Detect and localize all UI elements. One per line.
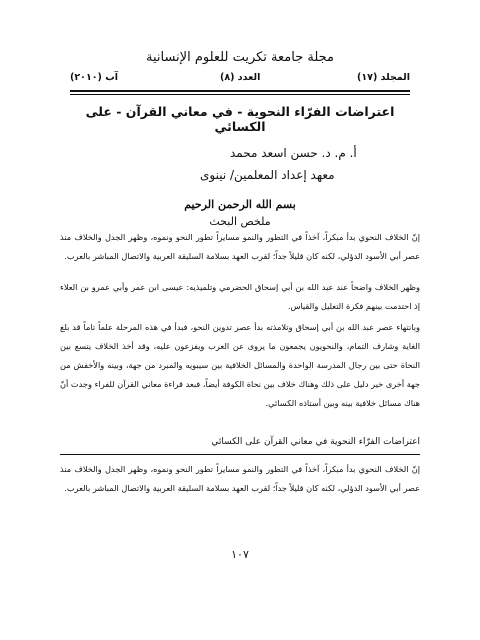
issue-number: العدد (٨) — [220, 72, 261, 83]
volume-number: المجلد (١٧) — [356, 72, 410, 83]
abstract-heading: ملخص البحث — [209, 215, 271, 228]
abstract-paragraph-3: وبانتهاء عصر عبد الله بن أبي إسحاق وتلامذته بدأ عصر تدوين النحو، فبدأ في هذه المرحلة علماً تاماً قد بلغ الغاية وشارف التمام، والنحويون يجمعون ما يروى عن العرب ويفزعون عليه، وقد أخذ الخلاف يتسع بين النحاة حتى بين رجال المدرسة الواحدة والمسائل الخلافية بين سيبويه والمبرد من جهة، وبينه والأخفش من جهة أخرى خير دليل على ذلك وهناك خلاف بين نحاة الكوفة أيضاً، فبعد قراءة معاني القرآن للفراء وجدت أنّ هناك مسائل خلافية بينه وبين أستاذه الكسائي. — [60, 322, 420, 408]
author-affiliation: معهد إعداد المعلمين/ نينوى — [200, 168, 335, 182]
issue-info — [70, 72, 410, 88]
header-rule-thick — [70, 90, 410, 92]
abstract-paragraph-1: إنّ الخلاف النحوي بدأ مبكراً، آخذاً في التطور والنمو مسايراً تطور النحو ونموه، وظهر الجدل والخلاف منذ عصر أبي الأسود الدؤلي، لكنه كان قليلاً جداً؛ لقرب العهد بسلامة السليقة العربية والاتصال المباشر بالعرب. — [60, 232, 420, 261]
issue-date: آب (٢٠١٠) — [70, 72, 118, 83]
header-rule-thin — [70, 94, 410, 95]
section-heading: اعتراضات الفرّاء النحوية في معاني القرآن على الكسائي — [211, 437, 420, 447]
section-rule — [60, 454, 420, 455]
page-number: ١٠٧ — [231, 548, 249, 561]
author-name: أ. م. د. حسن اسعد محمد — [230, 146, 357, 160]
section-paragraph: إنّ الخلاف النحوي بدأ مبكراً، آخذاً في التطور والنمو مسايراً تطور النحو ونموه، وظهر الجدل والخلاف منذ عصر أبي الأسود الدؤلي، لكنه كان قليلاً جداً؛ لقرب العهد بسلامة السليقة العربية والاتصال المباشر بالعرب. — [60, 464, 420, 493]
article-title: اعتراضات الفرّاء النحوية - في معاني القرآن - على الكسائي — [85, 104, 395, 134]
abstract-paragraph-2: وظهر الخلاف واضحاً عند عبد الله بن أبي إسحاق الحضرمي وتلميذيه: عيسى ابن عمر وأبي عمرو بن العلاء إذ احتدمت بينهم فكرة التعليل والقياس. — [60, 282, 420, 311]
journal-title: مجلة جامعة تكريت للعلوم الإنسانية — [145, 50, 335, 65]
basmala: بسم الله الرحمن الرحيم — [184, 198, 296, 211]
